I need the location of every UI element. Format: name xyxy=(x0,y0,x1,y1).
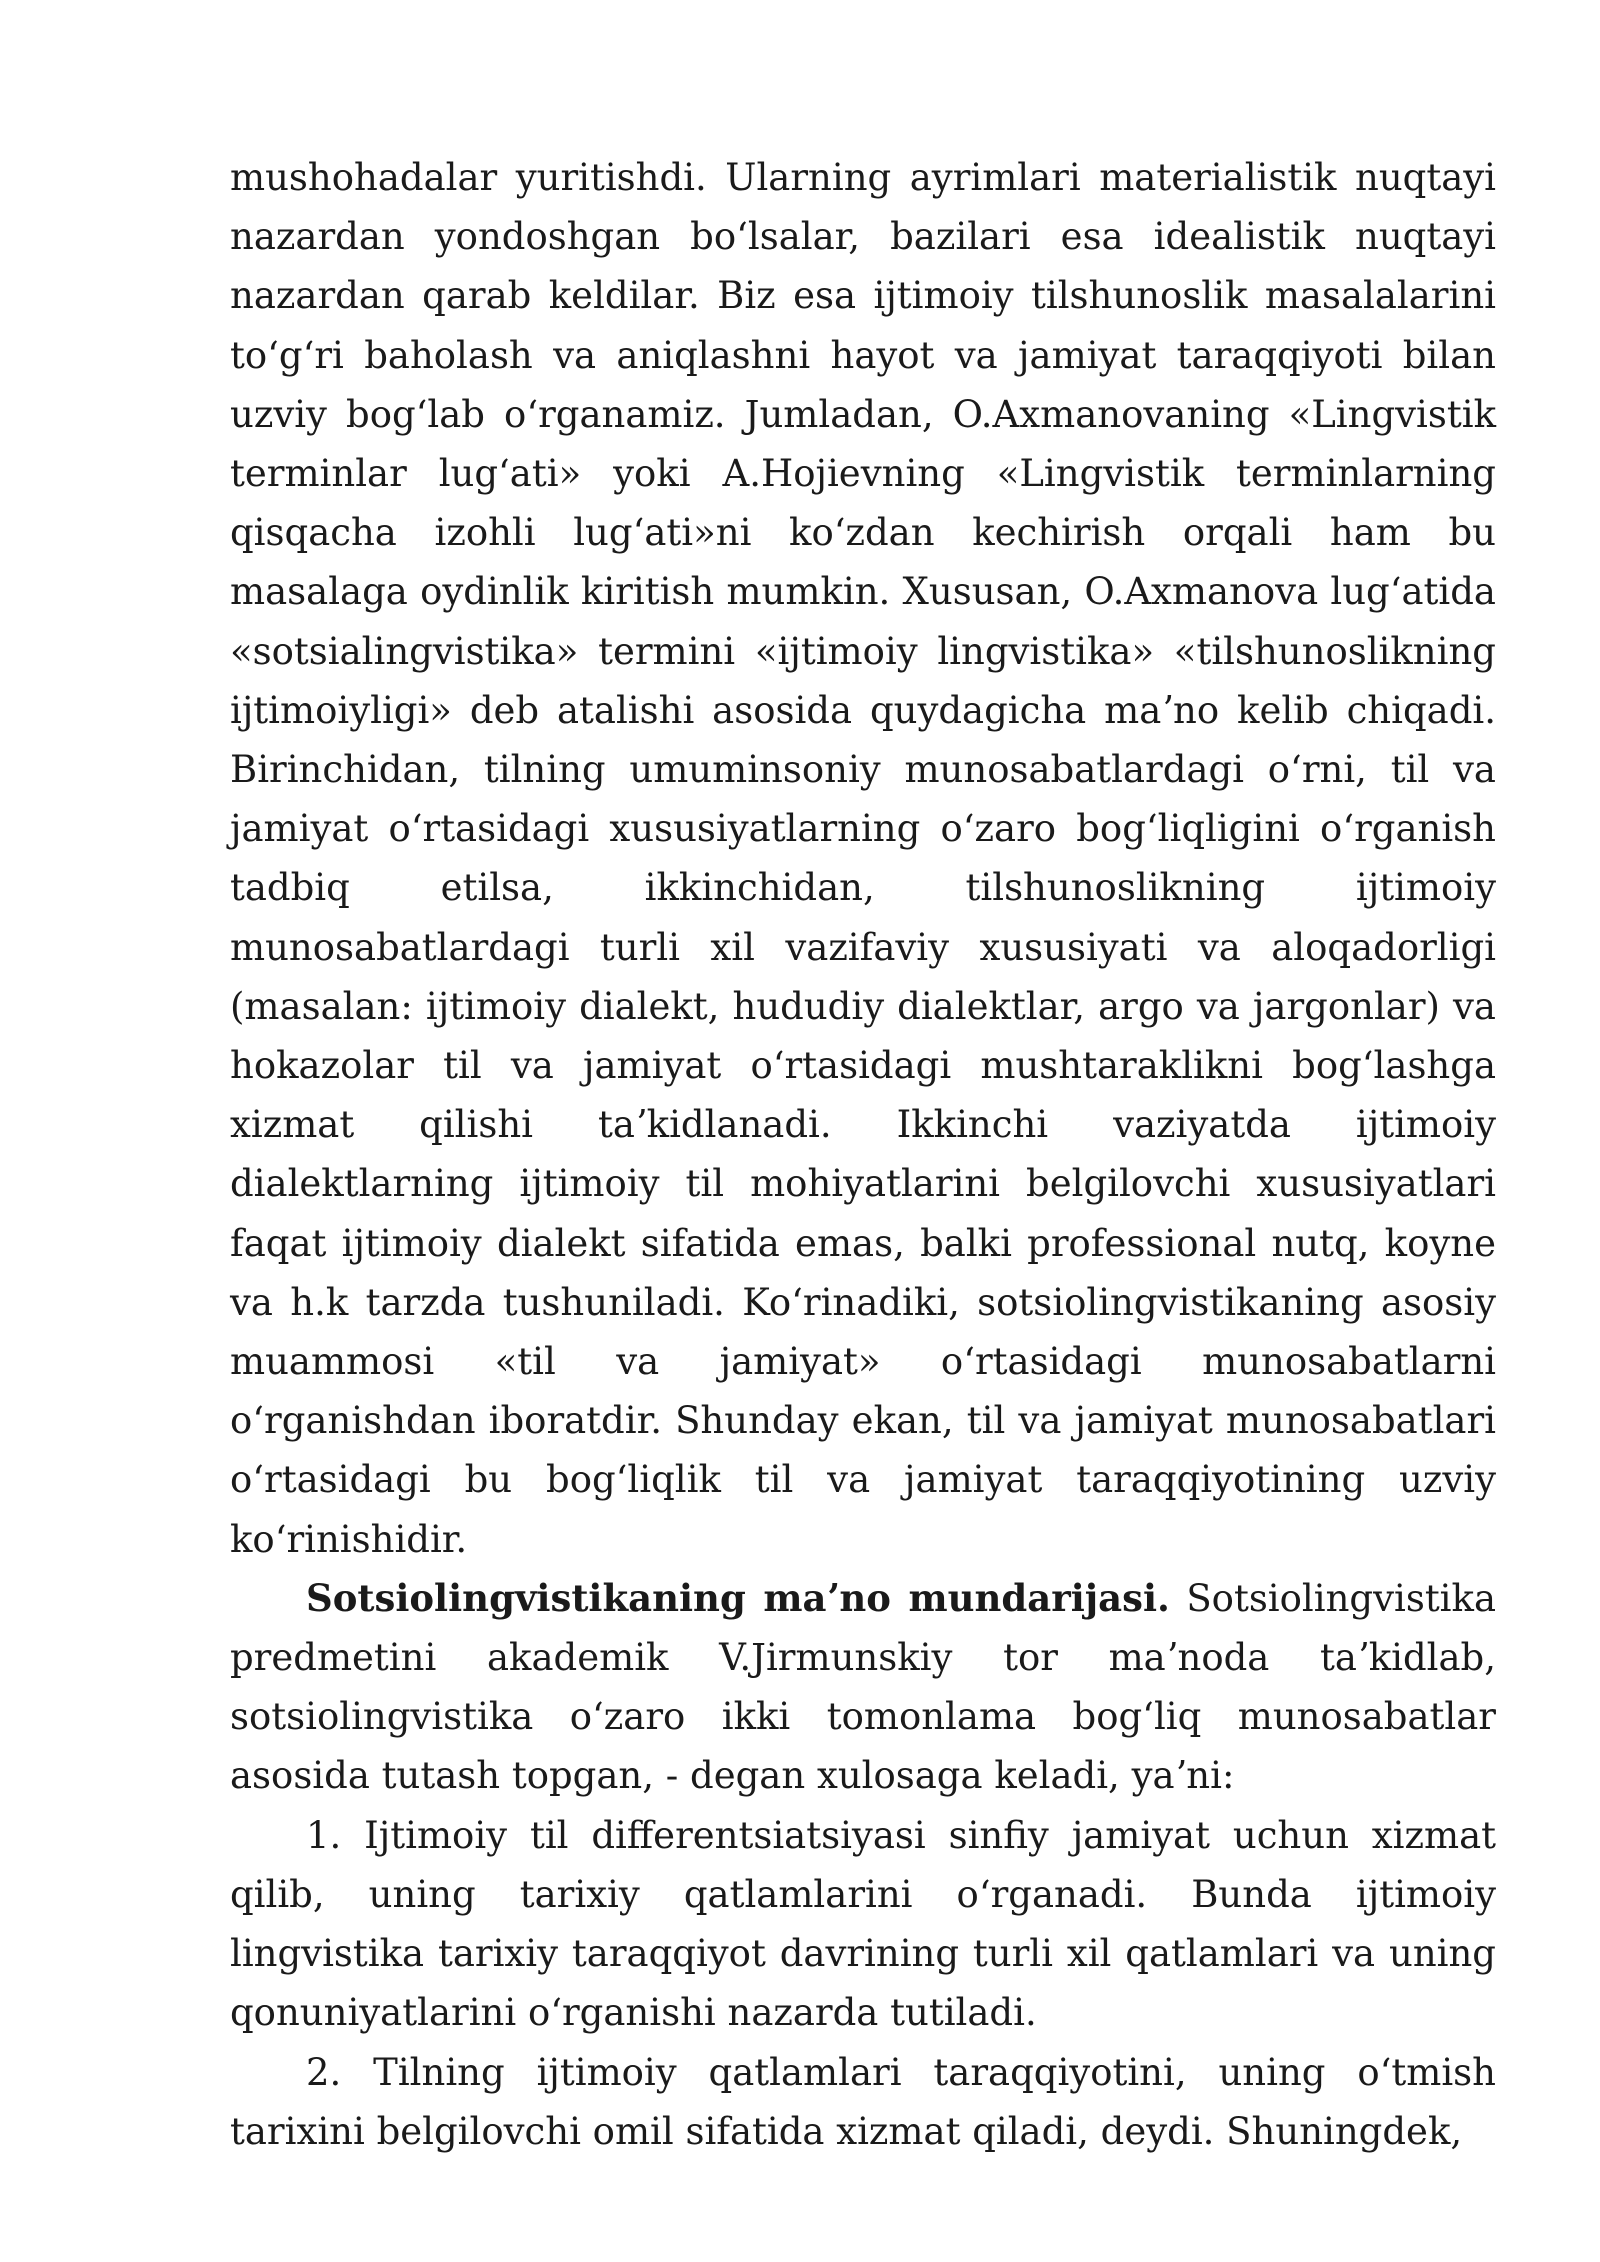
list-item-1: 1. Ijtimoiy til differentsiatsiyasi sinfiy jamiyat uchun xizmat qilib, uning tarixiy qatlamlarini oʻrganadi. Bunda ijtimoiy lingvistika tarixiy taraqqiyot davrining turli xil qatlamlari va uning qonuniyatlarini oʻrganishi nazarda tutiladi. xyxy=(230,1813,1496,2035)
section-body: Sotsiolingvistika predmetini akademik V.Jirmunskiy tor maʼnoda taʼkidlab, sotsiolingvistika oʻzaro ikki tomonlama bogʻliq munosabatlar asosida tutash topgan, - degan xulosaga keladi, yaʼni: xyxy=(230,1576,1496,1798)
paragraph-continuation: mushohadalar yuritishdi. Ularning ayrimlari materialistik nuqtayi nazardan yondoshgan boʻlsalar, bazilari esa idealistik nuqtayi nazardan qarab keldilar. Biz esa ijtimoiy tilshunoslik masalalarini toʻgʻri baholash va aniqlashni hayot va jamiyat taraqqiyoti bilan uzviy bogʻlab oʻrganamiz. Jumladan, O.Axmanovaning «Lingvistik terminlar lugʻati» yoki A.Hojievning «Lingvistik terminlarning qisqacha izohli lugʻati»ni koʻzdan kechirish orqali ham bu masalaga oydinlik kiritish mumkin. Xususan, O.Axmanova lugʻatida «sotsialingvistika» termini «ijtimoiy lingvistika» «tilshunoslikning ijtimoiyligi» deb atalishi asosida quydagicha maʼno kelib chiqadi. Birinchidan, tilning umuminsoniy munosabatlardagi oʻrni, til va jamiyat oʻrtasidagi xususiyatlarning oʻzaro bogʻliqligini oʻrganish tadbiq etilsa, ikkinchidan, tilshunoslikning ijtimoiy munosabatlardagi turli xil vazifaviy xususiyati va aloqadorligi (masalan: ijtimoiy dialekt, hududiy dialektlar, argo va jargonlar) va hokazolar til va jamiyat oʻrtasidagi mushtaraklikni bogʻlashga xizmat qilishi taʼkidlanadi. Ikkinchi vaziyatda ijtimoiy dialektlarning ijtimoiy til mohiyatlarini belgilovchi xususiyatlari faqat ijtimoiy dialekt sifatida emas, balki professional nutq, koyne va h.k tarzda tushuniladi. Koʻrinadiki, sotsiolingvistikaning asosiy muammosi «til va jamiyat» oʻrtasidagi munosabatlarni oʻrganishdan iboratdir. Shunday ekan, til va jamiyat munosabatlari oʻrtasidagi bu bogʻliqlik til va jamiyat taraqqiyotining uzviy koʻrinishidir. xyxy=(230,156,1496,1561)
document-page xyxy=(230,148,1496,2161)
section-heading: Sotsiolingvistikaning maʼno mundarijasi. xyxy=(306,1575,1170,1620)
paragraph-section xyxy=(230,1569,1496,1806)
list-item-2: 2. Tilning ijtimoiy qatlamlari taraqqiyotini, uning oʻtmish tarixini belgilovchi omil sifatida xizmat qiladi, deydi. Shuningdek, xyxy=(230,2050,1496,2153)
